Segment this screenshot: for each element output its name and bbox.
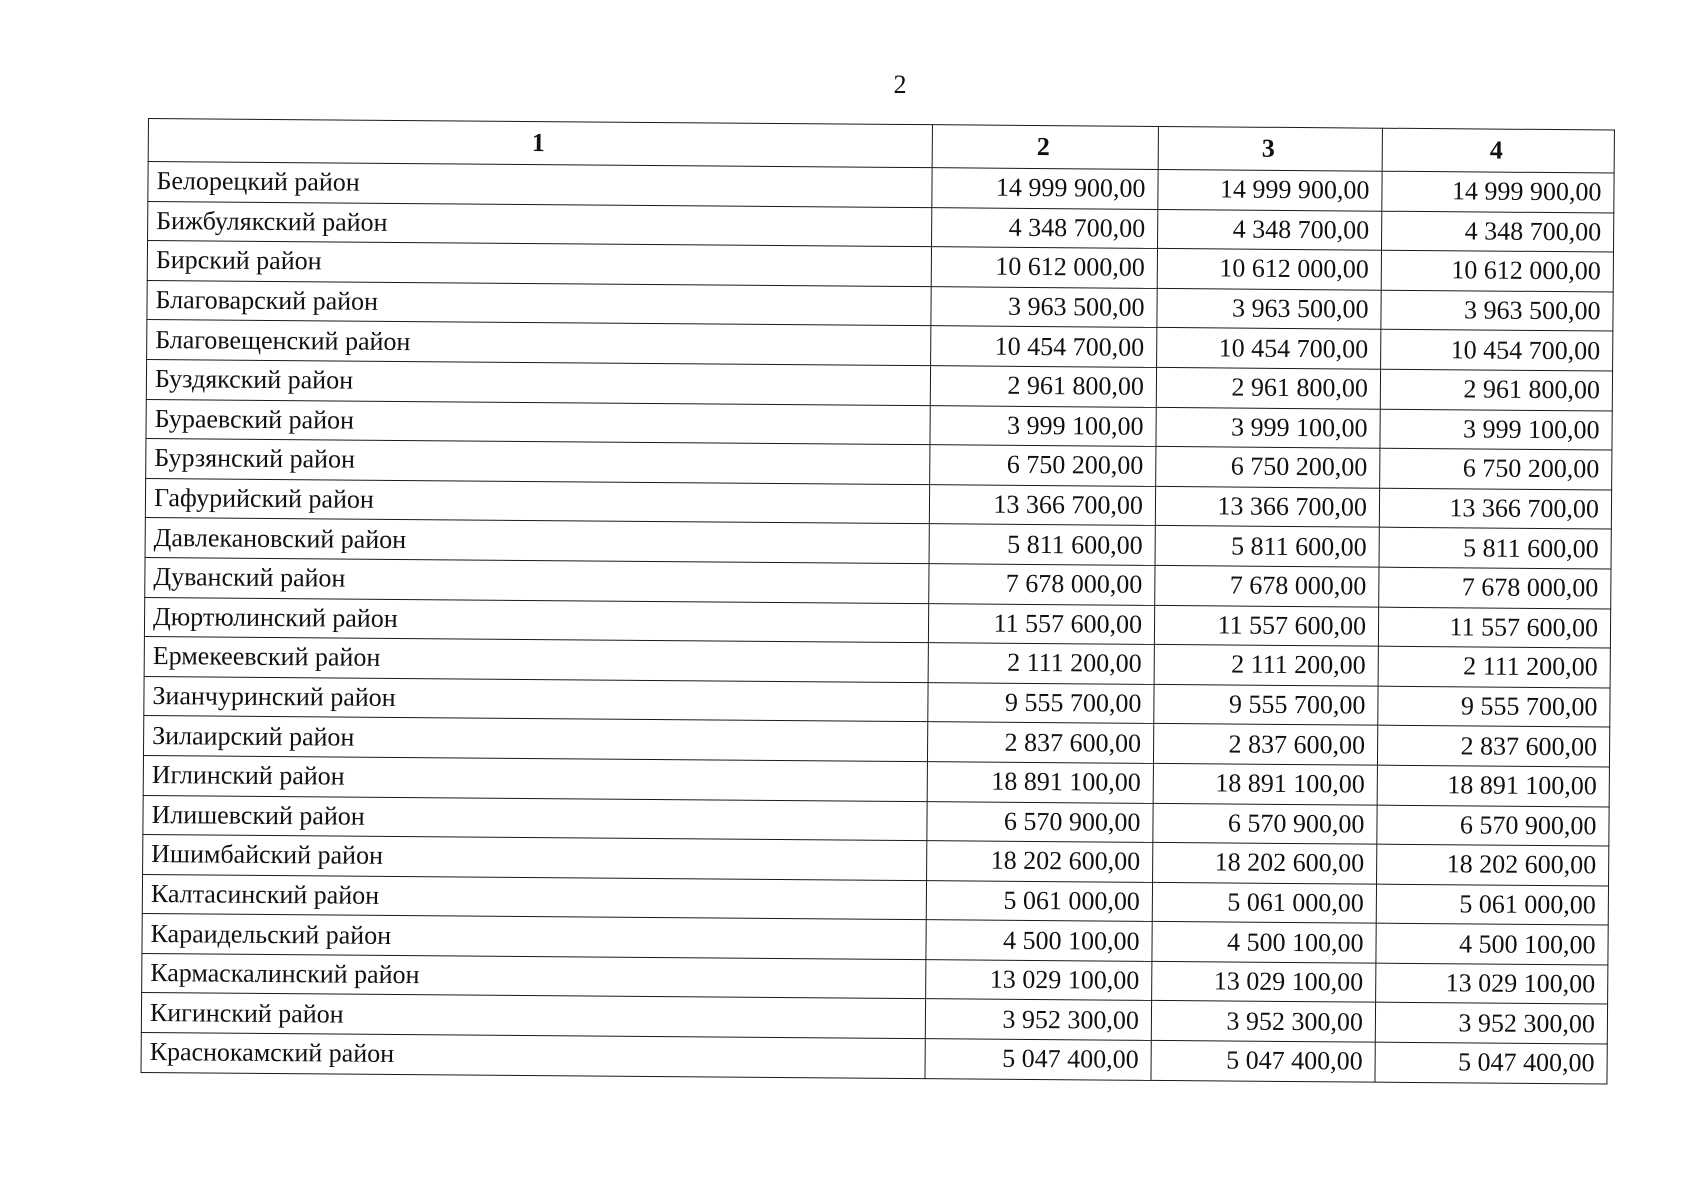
amount-cell-col2: 5 047 400,00 <box>925 1039 1151 1080</box>
amount-cell-col3: 9 555 700,00 <box>1154 684 1378 725</box>
amount-cell-col3: 6 570 900,00 <box>1153 803 1377 844</box>
amount-cell-col2: 18 202 600,00 <box>927 841 1153 882</box>
amount-cell-col4: 11 557 600,00 <box>1378 607 1610 648</box>
amount-cell-col3: 5 047 400,00 <box>1151 1040 1375 1081</box>
amount-cell-col2: 10 454 700,00 <box>931 326 1157 367</box>
amount-cell-col4: 5 811 600,00 <box>1379 528 1611 569</box>
district-name-cell: Бураевский район <box>146 399 930 445</box>
amount-cell-col4: 9 555 700,00 <box>1378 686 1610 727</box>
amount-cell-col3: 5 811 600,00 <box>1155 526 1379 567</box>
amount-cell-col3: 6 750 200,00 <box>1156 447 1380 488</box>
amount-cell-col3: 2 961 800,00 <box>1156 367 1380 408</box>
amount-cell-col2: 7 678 000,00 <box>929 564 1155 605</box>
amount-cell-col2: 14 999 900,00 <box>932 168 1158 209</box>
district-name-cell: Ермекеевский район <box>144 637 928 683</box>
district-name-cell: Караидельский район <box>142 914 926 960</box>
amount-cell-col4: 3 963 500,00 <box>1381 290 1613 331</box>
amount-cell-col3: 4 348 700,00 <box>1158 209 1382 250</box>
amount-cell-col4: 6 570 900,00 <box>1377 805 1609 846</box>
amount-cell-col3: 10 454 700,00 <box>1157 328 1381 369</box>
amount-cell-col4: 13 366 700,00 <box>1379 488 1611 529</box>
column-header-1: 1 <box>148 119 932 168</box>
amount-cell-col3: 13 366 700,00 <box>1155 486 1379 527</box>
amount-cell-col2: 11 557 600,00 <box>928 603 1154 644</box>
district-name-cell: Дуванский район <box>145 557 929 603</box>
amount-cell-col3: 11 557 600,00 <box>1154 605 1378 646</box>
amount-cell-col4: 5 047 400,00 <box>1375 1042 1607 1083</box>
amount-cell-col3: 5 061 000,00 <box>1152 882 1376 923</box>
table-body <box>141 162 1614 1084</box>
amount-cell-col4: 7 678 000,00 <box>1379 567 1611 608</box>
document-sheet <box>141 118 1615 1084</box>
amount-cell-col3: 18 891 100,00 <box>1153 763 1377 804</box>
amount-cell-col3: 7 678 000,00 <box>1155 565 1379 606</box>
amount-cell-col2: 5 811 600,00 <box>929 524 1155 565</box>
district-name-cell: Гафурийский район <box>145 478 929 524</box>
amount-cell-col4: 13 029 100,00 <box>1376 963 1608 1004</box>
amount-cell-col2: 2 837 600,00 <box>927 722 1153 763</box>
page-number: 2 <box>893 70 907 99</box>
district-name-cell: Кармаскалинский район <box>142 953 926 999</box>
amount-cell-col3: 3 999 100,00 <box>1156 407 1380 448</box>
amount-cell-col3: 14 999 900,00 <box>1158 169 1382 210</box>
amount-cell-col2: 2 961 800,00 <box>930 366 1156 407</box>
district-name-cell: Бурзянский район <box>146 439 930 485</box>
amount-cell-col4: 5 061 000,00 <box>1376 884 1608 925</box>
amount-cell-col2: 6 750 200,00 <box>930 445 1156 486</box>
district-name-cell: Зилаирский район <box>143 716 927 762</box>
amount-cell-col2: 10 612 000,00 <box>931 247 1157 288</box>
amount-cell-col4: 18 202 600,00 <box>1377 844 1609 885</box>
amount-cell-col4: 10 612 000,00 <box>1381 250 1613 291</box>
district-name-cell: Бижбулякский район <box>148 201 932 247</box>
district-name-cell: Калтасинский район <box>142 874 926 920</box>
amount-cell-col4: 10 454 700,00 <box>1381 330 1613 371</box>
column-header-4: 4 <box>1382 128 1614 173</box>
district-name-cell: Давлекановский район <box>145 518 929 564</box>
district-name-cell: Иглинский район <box>143 755 927 801</box>
amount-cell-col2: 6 570 900,00 <box>927 801 1153 842</box>
district-name-cell: Благоварский район <box>147 280 931 326</box>
district-name-cell: Кигинский район <box>141 993 925 1039</box>
amount-cell-col2: 2 111 200,00 <box>928 643 1154 684</box>
district-name-cell: Краснокамский район <box>141 1033 925 1079</box>
amount-cell-col2: 3 999 100,00 <box>930 405 1156 446</box>
amount-cell-col4: 3 999 100,00 <box>1380 409 1612 450</box>
district-name-cell: Ишимбайский район <box>143 835 927 881</box>
district-name-cell: Дюртюлинский район <box>144 597 928 643</box>
amount-cell-col2: 13 029 100,00 <box>926 960 1152 1001</box>
amount-cell-col2: 5 061 000,00 <box>926 880 1152 921</box>
amount-cell-col4: 3 952 300,00 <box>1375 1003 1607 1044</box>
district-name-cell: Буздякский район <box>146 359 930 405</box>
amount-cell-col4: 4 348 700,00 <box>1381 211 1613 252</box>
amount-cell-col2: 3 963 500,00 <box>931 286 1157 327</box>
amount-cell-col3: 2 837 600,00 <box>1153 724 1377 765</box>
amount-cell-col3: 13 029 100,00 <box>1152 961 1376 1002</box>
amount-cell-col2: 9 555 700,00 <box>928 682 1154 723</box>
amount-cell-col3: 4 500 100,00 <box>1152 922 1376 963</box>
amount-cell-col3: 2 111 200,00 <box>1154 645 1378 686</box>
amount-cell-col3: 3 952 300,00 <box>1151 1001 1375 1042</box>
district-name-cell: Зианчуринский район <box>144 676 928 722</box>
amount-cell-col4: 2 961 800,00 <box>1380 369 1612 410</box>
column-header-2: 2 <box>932 125 1158 170</box>
amount-cell-col4: 6 750 200,00 <box>1380 448 1612 489</box>
amount-cell-col2: 18 891 100,00 <box>927 762 1153 803</box>
amount-cell-col3: 10 612 000,00 <box>1157 249 1381 290</box>
column-header-3: 3 <box>1158 126 1382 171</box>
district-name-cell: Благовещенский район <box>147 320 931 366</box>
district-name-cell: Бирский район <box>147 241 931 287</box>
amount-cell-col2: 13 366 700,00 <box>929 484 1155 525</box>
amount-cell-col4: 4 500 100,00 <box>1376 923 1608 964</box>
amount-cell-col2: 4 500 100,00 <box>926 920 1152 961</box>
amount-cell-col4: 2 837 600,00 <box>1377 725 1609 766</box>
amount-cell-col3: 18 202 600,00 <box>1153 843 1377 884</box>
amount-cell-col4: 18 891 100,00 <box>1377 765 1609 806</box>
amount-cell-col4: 14 999 900,00 <box>1382 171 1614 212</box>
district-name-cell: Белорецкий район <box>148 162 932 208</box>
amount-cell-col2: 3 952 300,00 <box>925 999 1151 1040</box>
amount-cell-col4: 2 111 200,00 <box>1378 646 1610 687</box>
district-name-cell: Илишевский район <box>143 795 927 841</box>
amount-cell-col3: 3 963 500,00 <box>1157 288 1381 329</box>
data-table <box>141 118 1615 1084</box>
amount-cell-col2: 4 348 700,00 <box>932 207 1158 248</box>
